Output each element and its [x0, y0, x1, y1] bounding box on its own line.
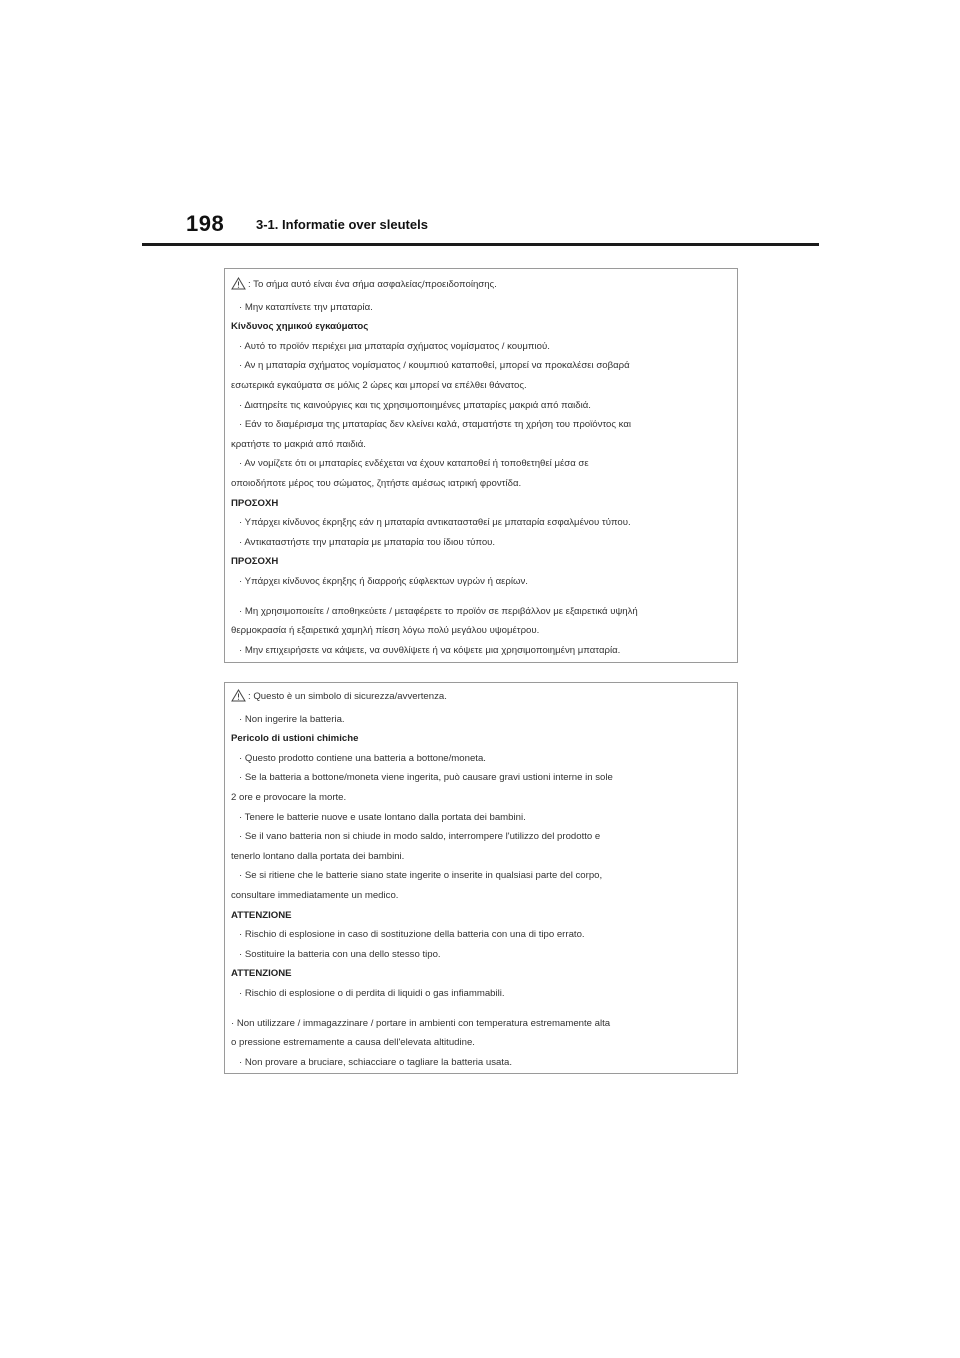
heading: ATTENZIONE — [231, 968, 292, 980]
text-line: · Rischio di esplosione o di perdita di liquidi o gas infiammabili. — [239, 987, 505, 999]
section-title: 3-1. Informatie over sleutels — [256, 217, 428, 232]
text-line: tenerlo lontano dalla portata dei bambini. — [231, 850, 405, 862]
text-line: · Sostituire la batteria con una dello stesso tipo. — [239, 948, 441, 960]
page-number: 198 — [186, 211, 225, 236]
text-line: · Non ingerire la batteria. — [239, 713, 345, 725]
text-line: · Διατηρείτε τις καινούργιες και τις χρησιμοποιημένες μπαταρίες μακριά από παιδιά. — [239, 399, 591, 411]
warning-triangle-icon — [231, 277, 246, 298]
text-line: οποιοδήποτε μέρος του σώματος, ζητήστε αμέσως ιατρική φροντίδα. — [231, 477, 522, 489]
italian-warning-box — [224, 682, 738, 1074]
text-line: · Αν νομίζετε ότι οι μπαταρίες ενδέχεται να έχουν καταποθεί ή τοποθετηθεί μέσα σε — [239, 458, 589, 470]
heading: Κίνδυνος χημικού εγκαύματος — [231, 321, 369, 333]
symbol-line — [231, 687, 731, 710]
text-line: o pressione estremamente a causa dell'elevata altitudine. — [231, 1037, 475, 1049]
text-line: θερμοκρασία ή εξαιρετικά χαμηλή πίεση λόγω πολύ μεγάλου υψομέτρου. — [231, 625, 540, 637]
text-line: κρατήστε το μακριά από παιδιά. — [231, 438, 366, 450]
symbol-text: : Το σήμα αυτό είναι ένα σήμα ασφαλείας/προειδοποίησης. — [248, 279, 497, 290]
text-line: · Se la batteria a bottone/moneta viene ingerita, può causare gravi ustioni interne in sole — [239, 772, 613, 784]
symbol-line — [231, 275, 731, 298]
heading: ΠΡΟΣΟΧΗ — [231, 497, 279, 509]
text-line: · Questo prodotto contiene una batteria a bottone/moneta. — [239, 752, 486, 764]
greek-warning-box — [224, 268, 738, 663]
warning-triangle-icon — [231, 689, 246, 710]
text-line: · Non provare a bruciare, schiacciare o tagliare la batteria usata. — [239, 1056, 513, 1068]
text-line: · Se si ritiene che le batterie siano state ingerite o inserite in qualsiasi parte del corpo, — [239, 870, 603, 882]
heading: ΠΡΟΣΟΧΗ — [231, 556, 279, 568]
text-line: · Tenere le batterie nuove e usate lontano dalla portata dei bambini. — [239, 811, 526, 823]
text-line: · Non utilizzare / immagazzinare / portare in ambienti con temperatura estremamente alta — [231, 1017, 611, 1029]
text-line: · Μη χρησιμοποιείτε / αποθηκεύετε / μεταφέρετε το προϊόν σε περιβάλλον με εξαιρετικά υψηλή — [239, 605, 638, 617]
text-line: · Se il vano batteria non si chiude in modo saldo, interrompere l'utilizzo del prodotto e — [239, 831, 601, 843]
text-line: · Αντικαταστήστε την μπαταρία με μπαταρία του ίδιου τύπου. — [239, 536, 496, 548]
text-line: · Rischio di esplosione in caso di sostituzione della batteria con una di tipo errato. — [239, 929, 585, 941]
text-line: consultare immediatamente un medico. — [231, 889, 399, 901]
symbol-text: : Questo è un simbolo di sicurezza/avvertenza. — [248, 691, 447, 702]
text-line: · Μην επιχειρήσετε να κάψετε, να συνθλίψετε ή να κόψετε μια χρησιμοποιημένη μπαταρία. — [239, 644, 621, 656]
text-line: · Εάν το διαμέρισμα της μπαταρίας δεν κλείνει καλά, σταματήστε τη χρήση του προϊόντος και — [239, 419, 632, 431]
text-line: · Υπάρχει κίνδυνος έκρηξης ή διαρροής εύφλεκτων υγρών ή αερίων. — [239, 575, 528, 587]
text-line: · Αν η μπαταρία σχήματος νομίσματος / κουμπιού καταποθεί, μπορεί να προκαλέσει σοβαρά — [239, 360, 630, 372]
text-line: · Αυτό το προϊόν περιέχει μια μπαταρία σχήματος νομίσματος / κουμπιού. — [239, 340, 550, 352]
heading: Pericolo di ustioni chimiche — [231, 733, 359, 745]
text-line: εσωτερικά εγκαύματα σε μόλις 2 ώρες και μπορεί να επέλθει θάνατος. — [231, 379, 527, 391]
header-rule — [142, 243, 819, 246]
heading: ATTENZIONE — [231, 909, 292, 921]
text-line: · Υπάρχει κίνδυνος έκρηξης εάν η μπαταρία αντικατασταθεί με μπαταρία εσφαλμένου τύπου. — [239, 517, 631, 529]
text-line: · Μην καταπίνετε την μπαταρία. — [239, 301, 373, 313]
text-line: 2 ore e provocare la morte. — [231, 791, 347, 803]
